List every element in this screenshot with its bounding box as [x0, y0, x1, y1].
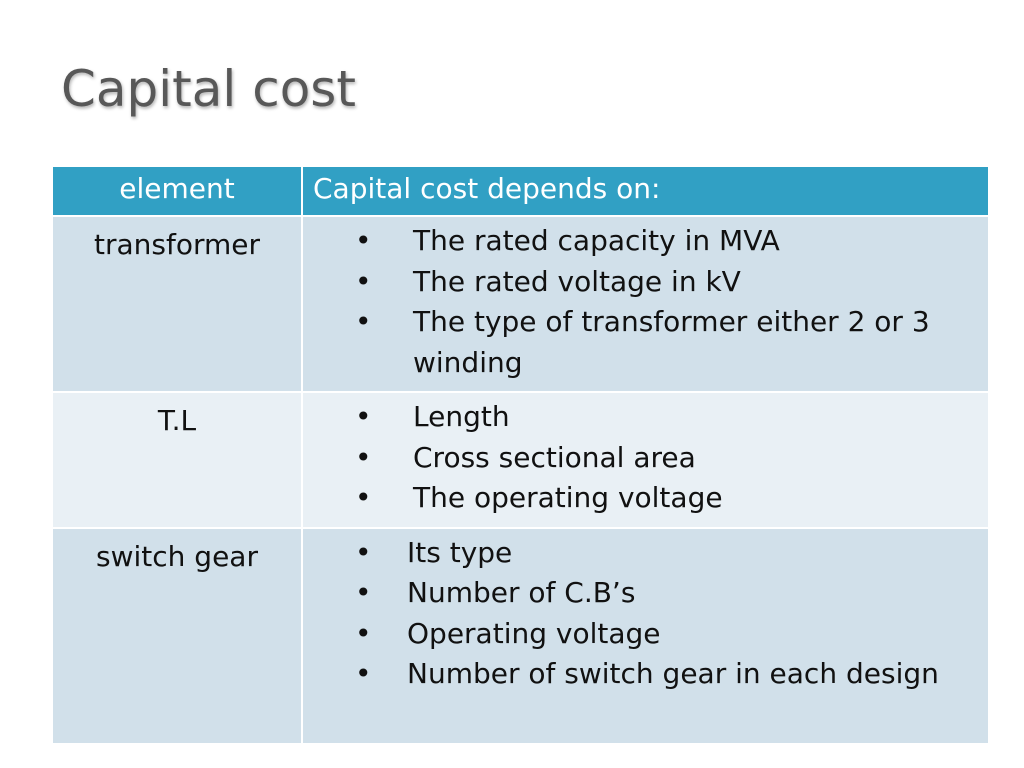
- header-element: element: [52, 166, 302, 216]
- list-item: • Number of C.B’s: [343, 573, 958, 614]
- element-name: switch gear: [52, 528, 302, 744]
- table-row: [52, 392, 989, 528]
- list-item: • Length: [343, 397, 958, 438]
- list-item: • The type of transformer either 2 or 3 winding: [343, 302, 958, 383]
- list-item: • Number of switch gear in each design: [343, 654, 958, 695]
- depends-on-cell: [302, 216, 989, 392]
- depends-on-cell: [302, 392, 989, 528]
- bullet-icon: •: [355, 657, 372, 690]
- table-header-row: [52, 166, 989, 216]
- bullet-icon: •: [355, 535, 372, 569]
- element-name: T.L: [52, 392, 302, 528]
- bullet-icon: •: [355, 224, 372, 257]
- bullet-icon: •: [355, 616, 372, 650]
- list-item: • The rated capacity in MVA: [343, 221, 958, 262]
- list-item: • Its type: [343, 533, 958, 574]
- list-item: • Cross sectional area: [343, 438, 958, 479]
- header-depends-on: Capital cost depends on:: [302, 166, 989, 216]
- bullet-icon: •: [355, 440, 372, 474]
- bullet-icon: •: [355, 305, 372, 338]
- slide-title: Capital cost: [61, 60, 356, 118]
- bullet-icon: •: [355, 264, 372, 298]
- list-item: • The operating voltage: [343, 478, 958, 519]
- capital-cost-table: [51, 165, 990, 745]
- table-row: [52, 528, 989, 744]
- table-row: [52, 216, 989, 392]
- depends-on-list: [343, 221, 958, 383]
- depends-on-cell: [302, 528, 989, 744]
- list-item: • Operating voltage: [343, 614, 958, 655]
- depends-on-list: [343, 397, 958, 519]
- bullet-icon: •: [355, 576, 372, 609]
- bullet-icon: •: [355, 481, 372, 514]
- list-item: • The rated voltage in kV: [343, 262, 958, 303]
- element-name: transformer: [52, 216, 302, 392]
- depends-on-list: [343, 533, 958, 695]
- bullet-icon: •: [355, 400, 372, 433]
